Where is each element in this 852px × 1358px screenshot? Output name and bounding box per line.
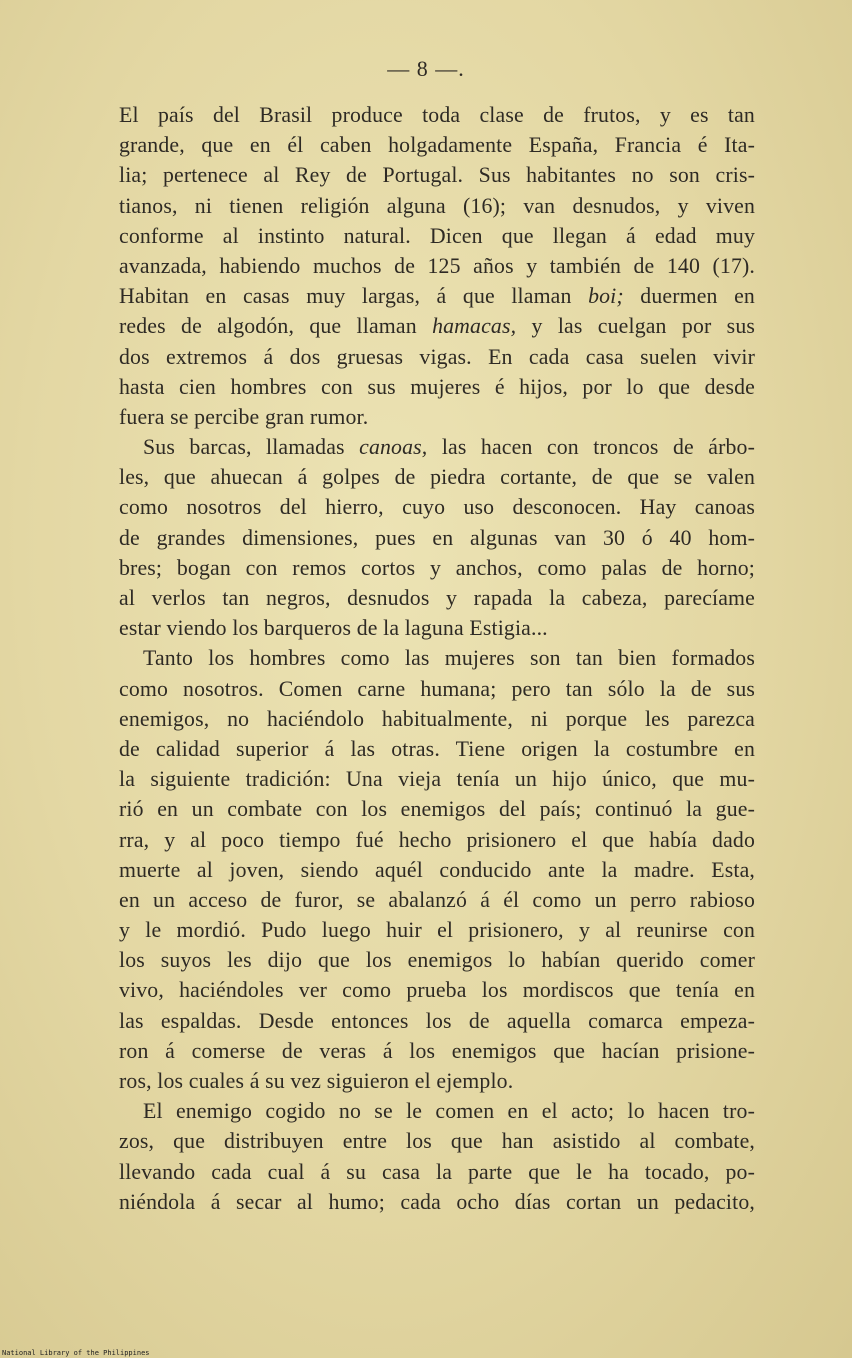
body-text [119, 100, 755, 1217]
text-line: muerte al joven, siendo aquél conducido ante la madre. Esta, [119, 857, 755, 882]
text-segment: y las cuelgan por sus [516, 314, 755, 339]
text-line: llevando cada cual á su casa la parte que le ha tocado, po- [119, 1159, 755, 1184]
text-line [119, 281, 755, 311]
text-line: avanzada, habiendo muchos de 125 años y también de 140 (17). [119, 253, 755, 278]
text-line: bres; bogan con remos cortos y anchos, como palas de horno; [119, 555, 755, 580]
text-line: conforme al instinto natural. Dicen que llegan á edad muy [119, 223, 755, 248]
text-line: al verlos tan negros, desnudos y rapada la cabeza, parecíame [119, 586, 755, 610]
text-line: fuera se percibe gran rumor. [119, 404, 369, 429]
text-line: ros, los cuales á su vez siguieron el ejemplo. [119, 1069, 514, 1093]
text-line: dos extremos á dos gruesas vigas. En cada casa suelen vivir [119, 344, 755, 369]
text-line: grande, que en él caben holgadamente España, Francia é Ita- [119, 133, 755, 158]
text-segment: Sus barcas, llamadas [143, 435, 345, 460]
text-line: zos, que distribuyen entre los que han asistido al combate, [119, 1129, 755, 1154]
text-line: les, que ahuecan á golpes de piedra cortante, de que se valen [119, 465, 755, 490]
text-line: rra, y al poco tiempo fué hecho prisionero el que había dado [119, 827, 755, 852]
italic-term-boi: boi; [588, 284, 624, 309]
text-line: niéndola á secar al humo; cada ocho días cortan un pedacito, [119, 1189, 755, 1214]
page-number: — 8 —. [387, 56, 465, 81]
text-line: lia; pertenece al Rey de Portugal. Sus habitantes no son cris- [119, 163, 755, 188]
text-line: en un acceso de furor, se abalanzó á él como un perro rabioso [119, 887, 755, 912]
text-line: como nosotros. Comen carne humana; pero tan sólo la de sus [119, 676, 755, 701]
text-segment: las hacen con troncos de árbo- [427, 435, 756, 460]
text-line: de grandes dimensiones, pues en algunas van 30 ó 40 hom- [119, 525, 755, 550]
text-line: El enemigo cogido no se le comen en el acto; lo hacen tro- [143, 1099, 755, 1124]
text-line: hasta cien hombres con sus mujeres é hijos, por lo que desde [119, 374, 755, 399]
text-line: El país del Brasil produce toda clase de frutos, y es tan [119, 103, 755, 127]
text-line [119, 311, 755, 341]
text-line: los suyos les dijo que los enemigos lo habían querido comer [119, 948, 755, 973]
text-line: tianos, ni tienen religión alguna (16); van desnudos, y viven [119, 193, 755, 218]
text-line: las espaldas. Desde entonces los de aquella comarca empeza- [119, 1008, 755, 1033]
italic-term-hamacas: hamacas, [432, 314, 517, 339]
text-segment: Habitan en casas muy largas, á que llaman [119, 284, 572, 309]
text-line: enemigos, no haciéndolo habitualmente, ni porque les parezca [119, 706, 755, 731]
italic-term-canoas: canoas, [359, 435, 428, 460]
text-segment: duermen en [623, 284, 755, 309]
text-line: como nosotros del hierro, cuyo uso desconocen. Hay canoas [119, 495, 755, 520]
text-line: vivo, haciéndoles ver como prueba los mordiscos que tenía en [119, 978, 755, 1003]
text-line: Tanto los hombres como las mujeres son tan bien formados [143, 646, 755, 671]
text-line: de calidad superior á las otras. Tiene origen la costumbre en [119, 736, 755, 761]
text-segment: redes de algodón, que llaman [119, 314, 417, 339]
text-line [119, 432, 755, 462]
library-credit: National Library of the Philippines [2, 1349, 150, 1357]
text-line: rió en un combate con los enemigos del país; continuó la gue- [119, 797, 755, 822]
text-line: ron á comerse de veras á los enemigos que hacían prisione- [119, 1038, 755, 1063]
text-line: y le mordió. Pudo luego huir el prisionero, y al reunirse con [119, 918, 755, 943]
text-line: estar viendo los barqueros de la laguna Estigia... [119, 616, 548, 641]
text-line: la siguiente tradición: Una vieja tenía un hijo único, que mu- [119, 767, 755, 792]
